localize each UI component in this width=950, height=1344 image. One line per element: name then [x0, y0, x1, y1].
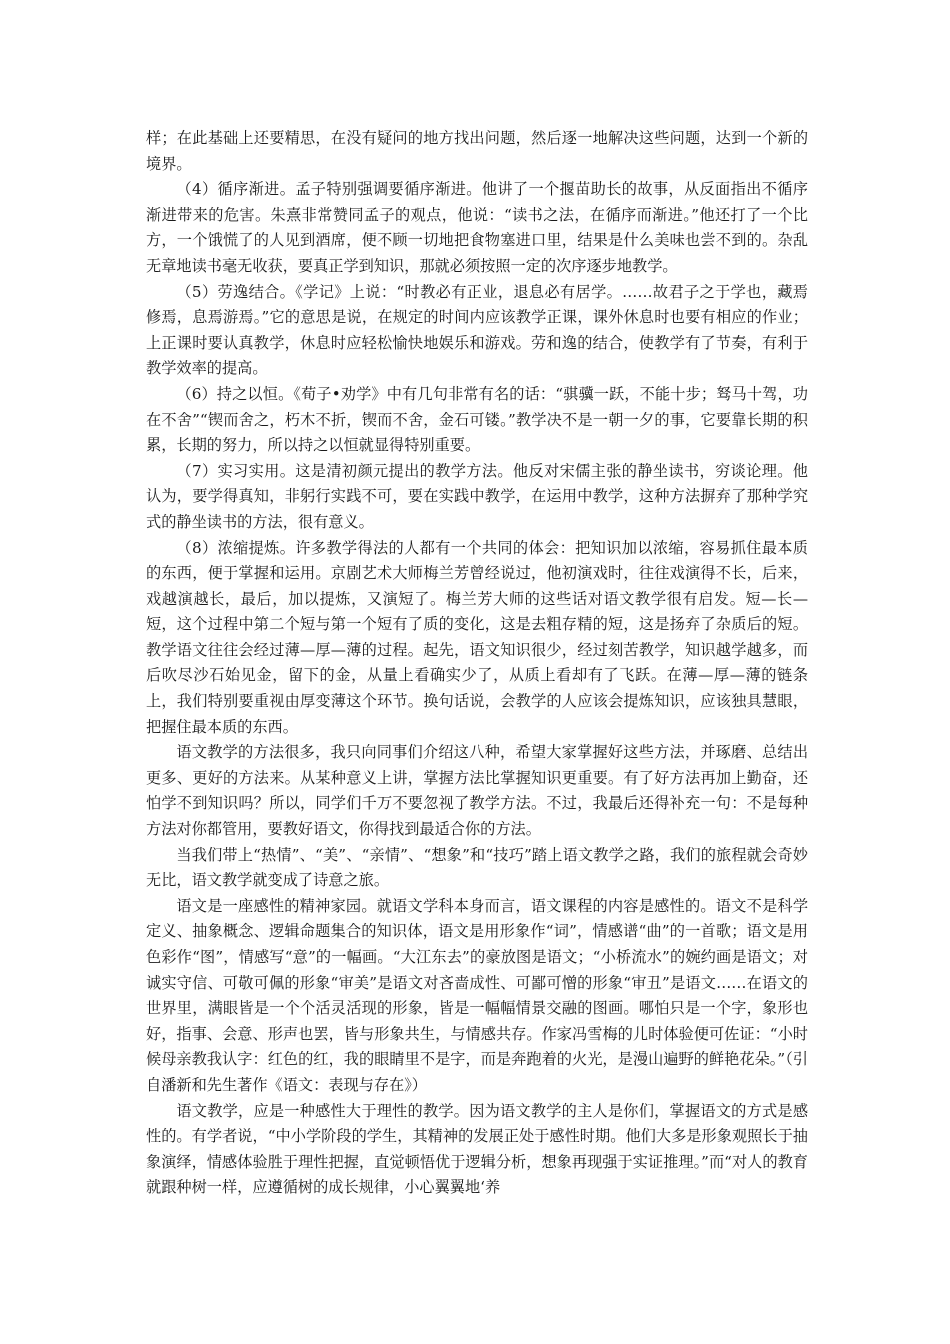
document-body: [146, 126, 808, 1201]
paragraph-poetic-journey: 当我们带上“热情”、“美”、“亲情”、“想象”和“技巧”踏上语文教学之路，我们的旅程就会奇妙无比，语文教学就变成了诗意之旅。: [146, 845, 808, 890]
paragraph-item-6-perseverance: （6）持之以恒。《荀子•劝学》中有几句非常有名的话：“骐骥一跃，不能十步；驽马十驾，功在不舍”“锲而舍之，朽木不折，锲而不舍，金石可镂。”教学决不是一朝一夕的事，它要靠长期的积累，长期的努力，所以持之以恒就显得特别重要。: [146, 384, 808, 455]
paragraph-item-8-condensing: （8）浓缩提炼。许多教学得法的人都有一个共同的体会：把知识加以浓缩，容易抓住最本质的东西，便于掌握和运用。京剧艺术大师梅兰芳曾经说过，他初演戏时，往往戏演得不长，后来，戏越演越长，最后，加以提炼，又演短了。梅兰芳大师的这些话对语文教学很有启发。短—长—短，这个过程中第二个短与第一个短有了质的变化，这是去粗存精的短，这是扬弃了杂质后的短。教学语文往往会经过薄—厚—薄的过程。起先，语文知识很少，经过刻苦教学，知识越学越多，而后吹尽沙石始见金，留下的金，从量上看确实少了，从质上看却有了飞跃。在薄—厚—薄的链条上，我们特别要重视由厚变薄这个环节。换句话说，会教学的人应该会提炼知识，应该独具慧眼，把握住最本质的东西。: [146, 538, 808, 736]
paragraph-item-4-gradual-progress: （4）循序渐进。孟子特别强调要循序渐进。他讲了一个揠苗助长的故事，从反面指出不循序渐进带来的危害。朱熹非常赞同孟子的观点，他说：“读书之法，在循序而渐进。”他还打了一个比方，一个饿慌了的人见到酒席，便不顾一切地把食物塞进口里，结果是什么美味也尝不到的。杂乱无章地读书毫无收获，要真正学到知识，那就必须按照一定的次序逐步地教学。: [146, 180, 808, 275]
paragraph-continuation: 样；在此基础上还要精思，在没有疑问的地方找出问题，然后逐一地解决这些问题，达到一个新的境界。: [146, 129, 808, 173]
paragraph-item-5-work-rest-balance: （5）劳逸结合。《学记》上说：“时教必有正业，退息必有居学。……故君子之于学也，藏焉修焉，息焉游焉。”它的意思是说，在规定的时间内应该教学正课，课外休息时也要有相应的作业；上正课时要认真教学，休息时应轻松愉快地娱乐和游戏。劳和逸的结合，使教学有了节奏，有利于教学效率的提高。: [146, 282, 808, 378]
paragraph-item-7-practice: （7）实习实用。这是清初颜元提出的教学方法。他反对宋儒主张的静坐读书，穷谈论理。他认为，要学得真知，非躬行实践不可，要在实践中教学，在运用中教学，这种方法摒弃了那种学究式的静坐读书的方法，很有意义。: [146, 461, 808, 531]
paragraph-methods-summary: 语文教学的方法很多，我只向同事们介绍这八种，希望大家掌握好这些方法，并琢磨、总结出更多、更好的方法来。从某种意义上讲，掌握方法比掌握知识更重要。有了好方法再加上勤奋，还怕学不到知识吗？所以，同学们千万不要忽视了教学方法。不过，我最后还得补充一句：不是每种方法对你都管用，要教好语文，你得找到最适合你的方法。: [146, 743, 808, 839]
paragraph-spiritual-home: 语文是一座感性的精神家园。就语文学科本身而言，语文课程的内容是感性的。语文不是科学定义、抽象概念、逻辑命题集合的知识体，语文是用形象作“词”，情感谱“曲”的一首歌；语文是用色彩作“图”，情感写“意”的一幅画。“大江东去”的豪放图是语文；“小桥流水”的婉约画是语文；对诚实守信、可敬可佩的形象“审美”是语文对吝啬成性、可鄙可憎的形象“审丑”是语文……在语文的世界里，满眼皆是一个个活灵活现的形象，皆是一幅幅情景交融的图画。哪怕只是一个字，象形也好，指事、会意、形声也罢，皆与形象共生，与情感共存。作家冯雪梅的儿时体验便可佐证：“小时候母亲教我认字：红色的红，我的眼睛里不是字，而是奔跑着的火光，是漫山遍野的鲜艳花朵。”（引自潘新和先生著作《语文：表现与存在》）: [146, 896, 808, 1094]
paragraph-perceptual-teaching: 语文教学，应是一种感性大于理性的教学。因为语文教学的主人是你们，掌握语文的方式是感性的。有学者说，“中小学阶段的学生，其精神的发展正处于感性时期。他们大多是形象观照长于抽象演绎，情感体验胜于理性把握，直觉顿悟优于逻辑分析，想象再现强于实证推理。”而“对人的教育就跟种树一样，应遵循树的成长规律，小心翼翼地‘养: [146, 1101, 808, 1197]
